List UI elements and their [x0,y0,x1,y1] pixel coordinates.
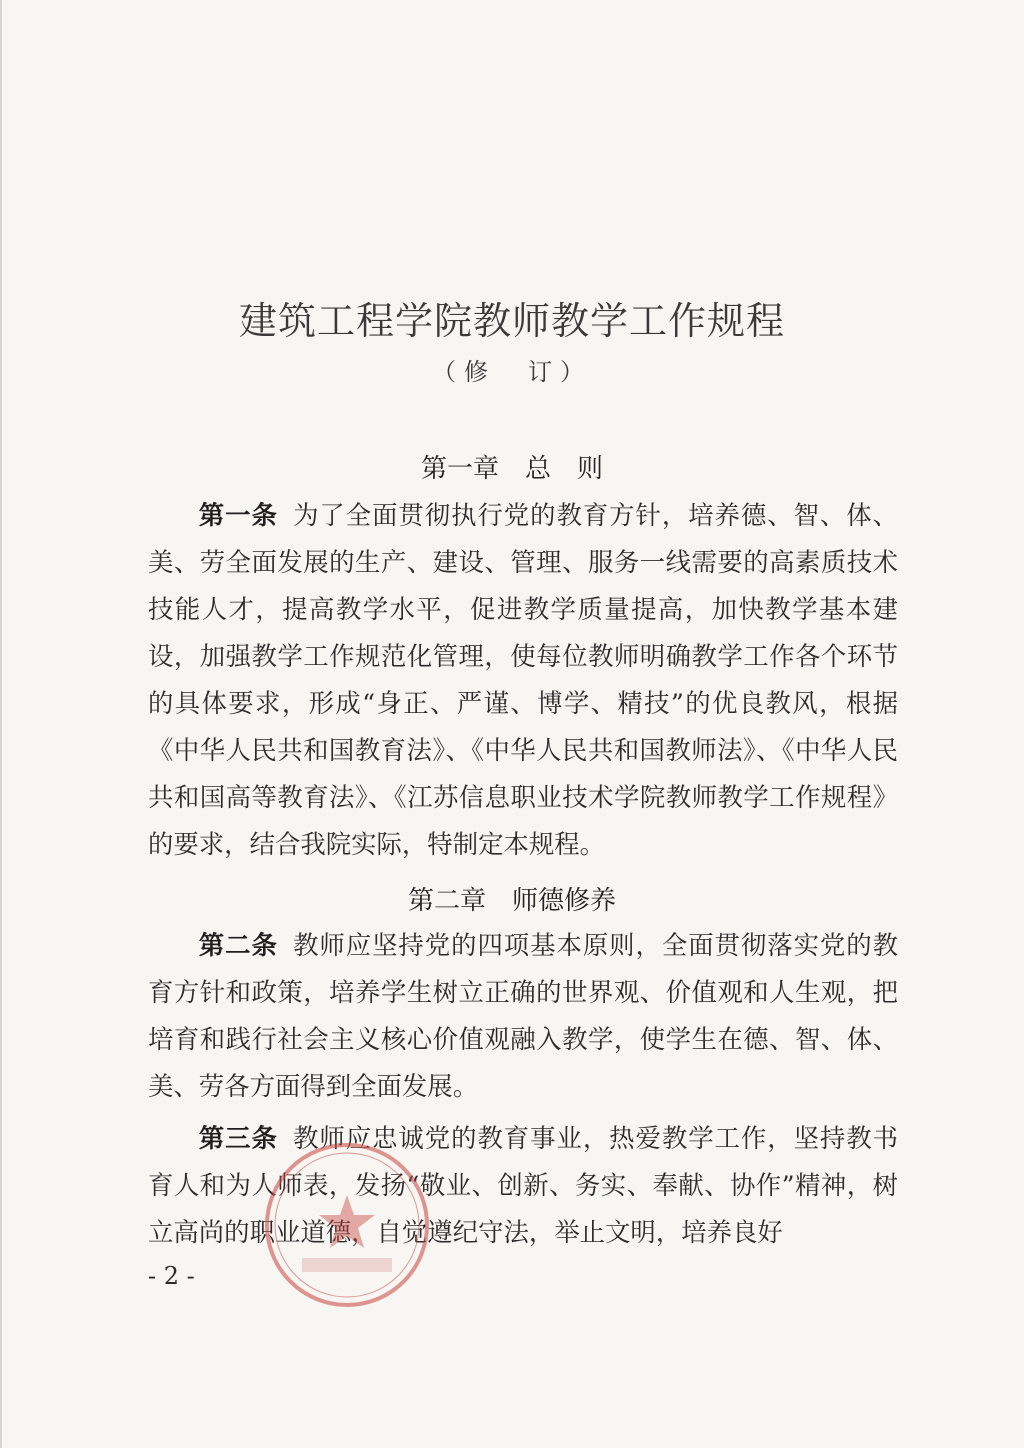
article-2 [148,922,898,1110]
article-text: 教师应忠诚党的教育事业，热爱教学工作，坚持教书育人和为人师表，发扬“敬业、创新、务实、奉献、协作”精神，树立高尚的职业道德，自觉遵纪守法，举止文明，培养良好 [148,1123,899,1247]
page-edge-left [0,0,2,1448]
article-3 [148,1115,898,1256]
official-seal-icon [262,1140,432,1310]
document-subtitle: （修 订） [432,358,592,386]
article-label: 第一条 [198,500,278,530]
article-label: 第三条 [198,1123,278,1153]
article-1 [148,492,898,868]
chapter-heading-2: 第二章 师德修养 [407,886,616,916]
article-label: 第二条 [198,930,278,960]
article-text: 教师应坚持党的四项基本原则，全面贯彻落实党的教育方针和政策，培养学生树立正确的世界观、价值观和人生观，把培育和践行社会主义核心价值观融入教学，使学生在德、智、体、美、劳各方面得到全面发展。 [148,930,899,1101]
page-number: - 2 - [148,1262,195,1290]
document-title: 建筑工程学院教师教学工作规程 [238,299,785,343]
article-text: 为了全面贯彻执行党的教育方针，培养德、智、体、美、劳全面发展的生产、建设、管理、服务一线需要的高素质技术技能人才，提高教学水平，促进教学质量提高，加快教学基本建设，加强教学工作规范化管理，使每位教师明确教学工作各个环节的具体要求，形成“身正、严谨、博学、精技”的优良教风，根据《中华人民共和国教育法》、《中华人民共和国教师法》、《中华人民共和国高等教育法》、《江苏信息职业技术学院教师教学工作规程》的要求，结合我院实际，特制定本规程。 [148,500,899,859]
chapter-heading-1: 第一章 总 则 [420,454,603,484]
